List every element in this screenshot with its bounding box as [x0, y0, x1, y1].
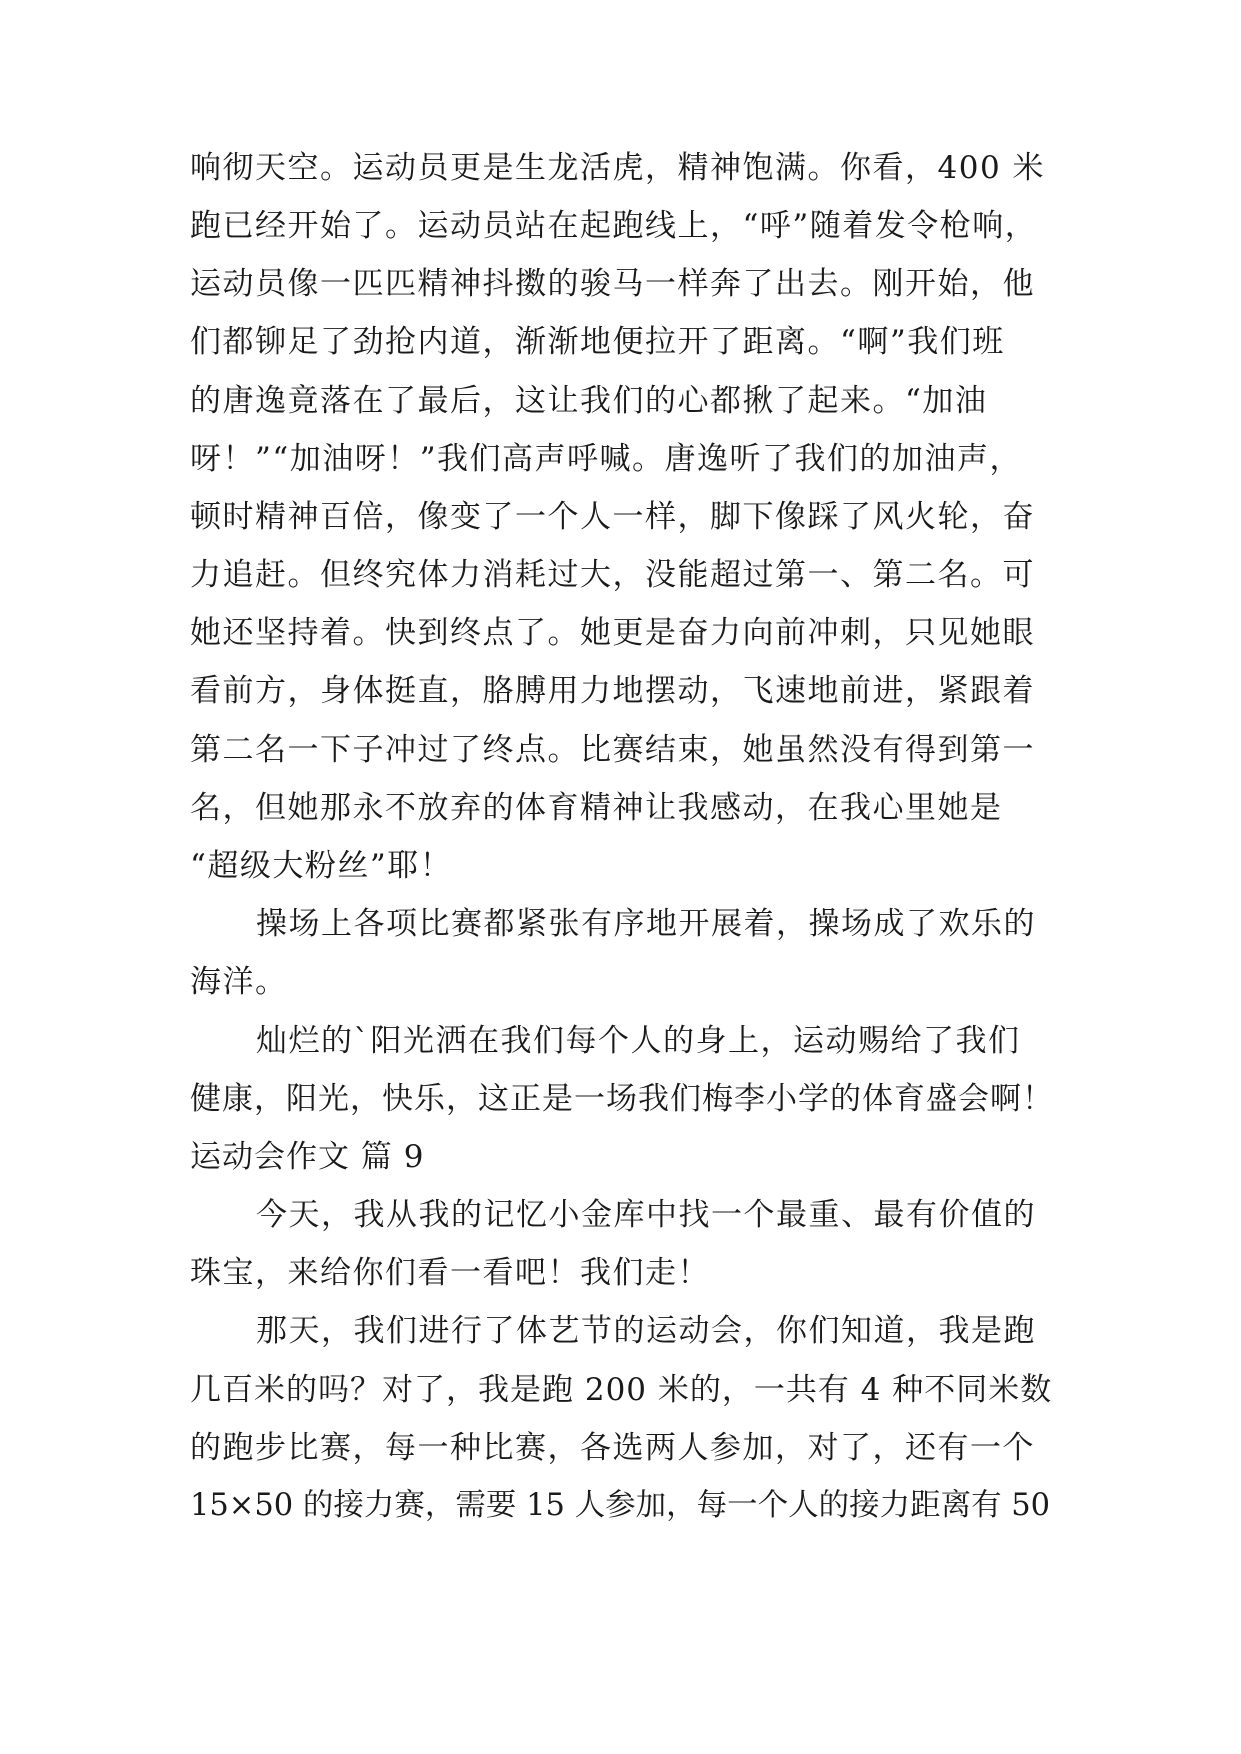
- text-line: “超级大粉丝”耶！: [190, 848, 453, 884]
- text-line: 看前方，身体挺直，胳膊用力地摆动，飞速地前进，紧跟着: [190, 673, 1035, 709]
- section-heading: 运动会作文 篇 9: [190, 1139, 425, 1175]
- text-line: 跑已经开始了。运动员站在起跑线上，“呼”随着发令枪响，: [190, 208, 1038, 244]
- paragraph-first-line: 灿烂的`阳光洒在我们每个人的身上，运动赐给了我们: [256, 1023, 1021, 1059]
- paragraph-first-line: 操场上各项比赛都紧张有序地开展着，操场成了欢乐的: [256, 906, 1036, 942]
- text-line: 的唐逸竟落在了最后，这让我们的心都揪了起来。“加油: [190, 383, 988, 419]
- text-line: 珠宝，来给你们看一看吧！我们走！: [190, 1255, 710, 1291]
- paragraph-first-line: 今天，我从我的记忆小金库中找一个最重、最有价值的: [256, 1197, 1036, 1233]
- paragraph-first-line: 那天，我们进行了体艺节的运动会，你们知道，我是跑: [256, 1313, 1036, 1349]
- text-line: 顿时精神百倍，像变了一个人一样，脚下像踩了风火轮，奋: [190, 499, 1035, 535]
- text-line: 们都铆足了劲抢内道，渐渐地便拉开了距离。“啊”我们班: [190, 324, 1005, 360]
- text-line: 响彻天空。运动员更是生龙活虎，精神饱满。你看，400 米: [190, 150, 1046, 186]
- text-line: 第二名一下子冲过了终点。比赛结束，她虽然没有得到第一: [190, 732, 1035, 768]
- text-line: 15×50 的接力赛，需要 15 人参加，每一个人的接力距离有 50: [190, 1488, 1051, 1523]
- text-line: 海洋。: [190, 964, 288, 1000]
- text-line: 她还坚持着。快到终点了。她更是奋力向前冲刺，只见她眼: [190, 615, 1035, 651]
- text-line: 力追赶。但终究体力消耗过大，没能超过第一、第二名。可: [190, 557, 1035, 593]
- text-line: 运动员像一匹匹精神抖擞的骏马一样奔了出去。刚开始，他: [190, 266, 1035, 302]
- text-line: 的跑步比赛，每一种比赛，各选两人参加，对了，还有一个: [190, 1430, 1035, 1466]
- text-line: 健康，阳光，快乐，这正是一场我们梅李小学的体育盛会啊！: [190, 1081, 1054, 1117]
- text-line: 呀！”“加油呀！”我们高声呼喊。唐逸听了我们的加油声，: [190, 441, 1023, 477]
- text-line: 几百米的吗？对了，我是跑 200 米的，一共有 4 种不同米数: [190, 1372, 1053, 1408]
- text-line: 名，但她那永不放弃的体育精神让我感动，在我心里她是: [190, 790, 1003, 826]
